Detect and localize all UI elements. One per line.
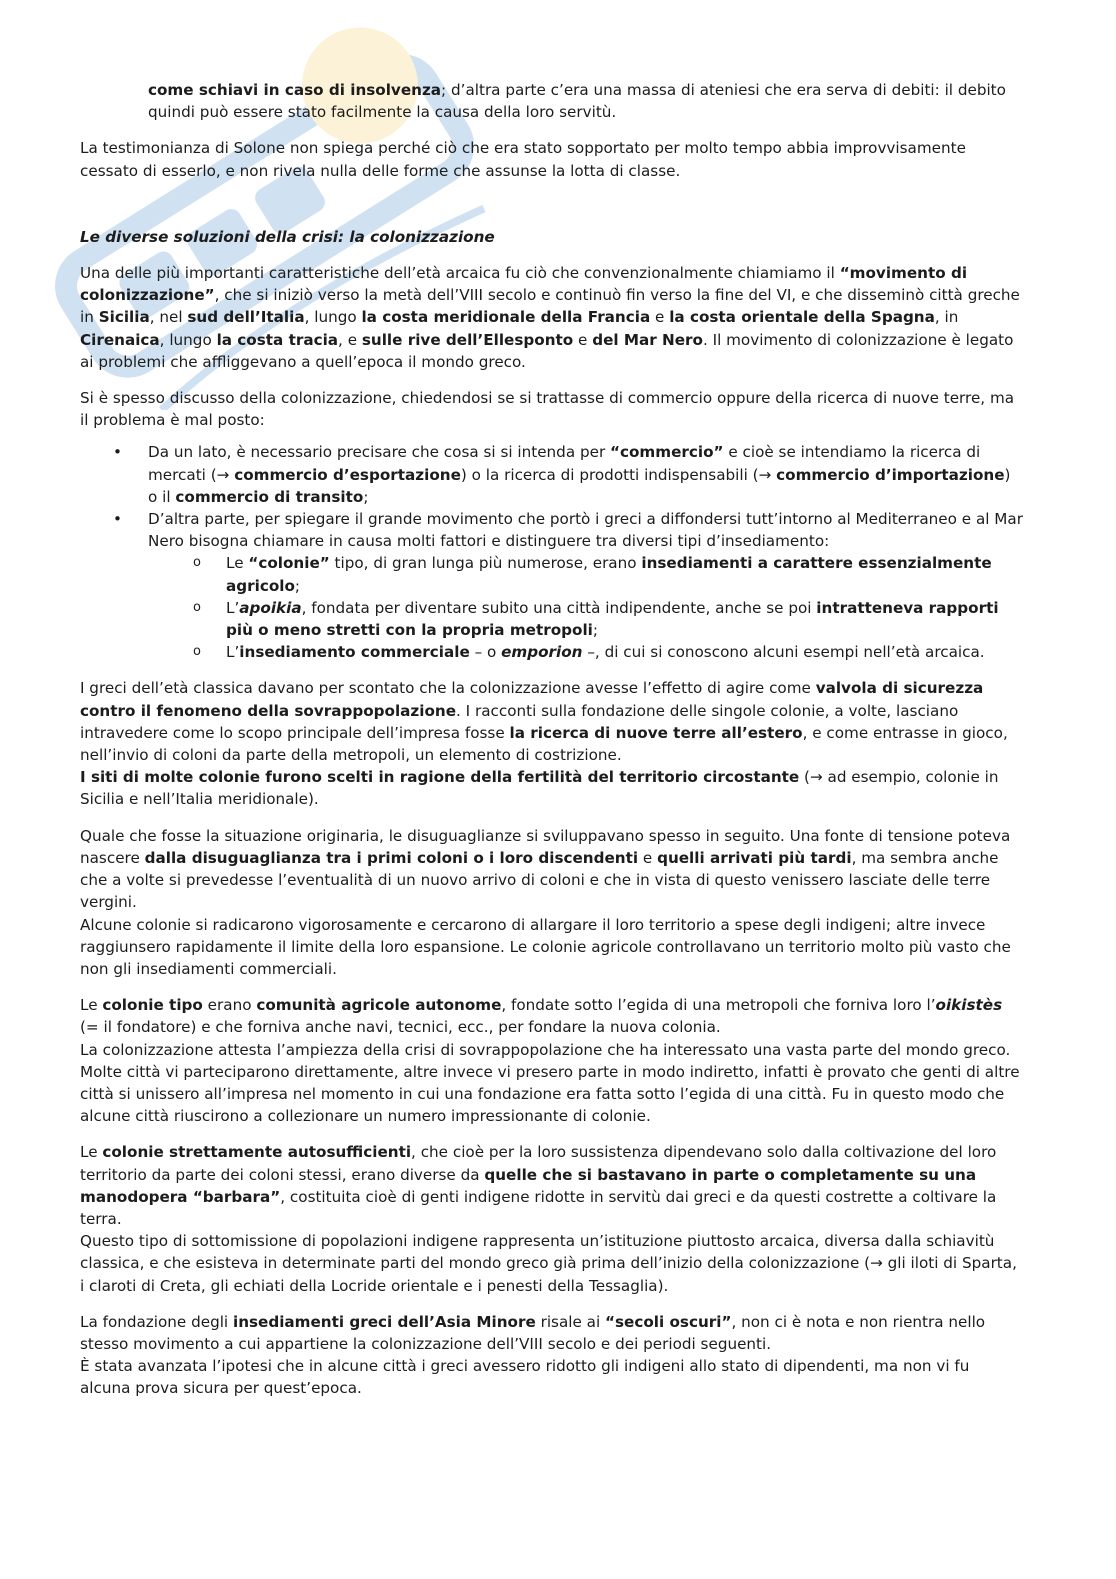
bold-italic-text: apoikia — [239, 598, 302, 617]
text: , e — [338, 330, 362, 349]
bold-text: la costa orientale della Spagna — [669, 308, 935, 327]
bold-text: la ricerca di nuove terre all’estero — [509, 723, 803, 742]
text: Le — [80, 1143, 103, 1162]
text: , che si iniziò verso la metà dell’VIII secolo e continuò fin verso la fine del VI, e che disseminò città greche in — [80, 286, 1020, 327]
text: . I racconti sulla fondazione delle singole colonie, a volte, lasciano intravedere come lo scopo principale dell’impresa fosse — [80, 701, 959, 742]
bold-text: sud dell’Italia — [187, 308, 305, 327]
sub-list-item — [148, 641, 1024, 663]
paragraph-disuguaglianze — [80, 825, 1024, 980]
text: Una delle più importanti caratteristiche dell’età arcaica fu ciò che convenzionalmente chiamiamo il — [80, 264, 840, 283]
text: La fondazione degli — [80, 1312, 233, 1331]
text: ) o il — [148, 465, 1011, 506]
bold-text: dalla disuguaglianza tra i primi coloni o i loro discendenti — [144, 848, 639, 867]
text: L’ — [226, 643, 240, 662]
bold-text: commercio di transito — [175, 487, 364, 506]
text: ; — [294, 576, 301, 595]
document-content — [80, 79, 1024, 1414]
sub-list-item — [148, 597, 1024, 641]
text: – o — [469, 643, 502, 662]
bold-text: “secoli oscuri” — [605, 1312, 732, 1331]
bold-italic-text: oikistès — [935, 996, 1003, 1015]
bold-text: del Mar Nero — [592, 330, 703, 349]
text: (= il fondatore) e che forniva anche navi, tecnici, ecc., per fondare la nuova colonia. — [80, 1018, 721, 1037]
text: e — [573, 330, 593, 349]
bold-text: insediamenti greci dell’Asia Minore — [232, 1312, 536, 1331]
bold-text: “commercio” — [610, 443, 724, 462]
bold-text: valvola di sicurezza contro il fenomeno della sovrappopolazione — [80, 679, 984, 720]
bold-text: “movimento di colonizzazione” — [80, 264, 968, 305]
text: I greci dell’età classica davano per scontato che la colonizzazione avesse l’effetto di agire come — [80, 679, 816, 698]
bold-text: quelle che si bastavano in parte o completamente su una manodopera “barbara” — [80, 1165, 977, 1206]
bold-text: la costa meridionale della Francia — [361, 308, 651, 327]
paragraph-colonie-tipo — [80, 994, 1024, 1127]
text: tipo, di gran lunga più numerose, erano — [329, 554, 642, 573]
text: ; — [363, 487, 369, 506]
text: Questo tipo di sottomissione di popolazioni indigene rappresenta un’istituzione piuttosto arcaica, diversa dalla schiavitù classica, e che esisteva in determinate parti del mondo greco già prima dell’inizio della colonizzazione (→ gli iloti di Sparta, i claroti di Creta, gli echiati della Locride orientale e i penesti della Tessaglia). — [80, 1232, 1017, 1295]
section-heading: Le diverse soluzioni della crisi: la colonizzazione — [80, 227, 495, 246]
sub-list-item — [148, 552, 1024, 596]
bold-text: Cirenaica — [80, 330, 160, 349]
text: , costituita cioè di genti indigene ridotte in servitù dai greci e da questi costrette a coltivare la terra. — [80, 1187, 997, 1228]
bold-text: intratteneva rapporti più o meno stretti con la propria metropoli — [226, 598, 999, 640]
list-item — [80, 441, 1024, 508]
text: risale ai — [535, 1312, 606, 1331]
text: e cioè se intendiamo la ricerca di mercati (→ — [148, 443, 981, 484]
paragraph-valvola — [80, 677, 1024, 810]
list-item — [80, 508, 1024, 663]
paragraph-asia-minore — [80, 1311, 1024, 1400]
text: È stata avanzata l’ipotesi che in alcune città i greci avessero ridotto gli indigeni allo stato di dipendenti, ma non vi fu alcuna prova sicura per quest’epoca. — [80, 1357, 970, 1398]
bold-text: sulle rive dell’Ellesponto — [361, 330, 574, 349]
paragraph-discussione: Si è spesso discusso della colonizzazione, chiedendosi se si trattasse di commercio oppure della ricerca di nuove terre, ma il problema è mal posto: — [80, 389, 1015, 430]
text: . Il movimento di colonizzazione è legato ai problemi che affliggevano a quell’epoca il mondo greco. — [80, 330, 1014, 371]
text: ; — [592, 621, 598, 640]
paragraph-intro — [148, 79, 1024, 123]
bold-text: Sicilia — [98, 308, 150, 327]
bold-text: I siti di molte colonie furono scelti in ragione della fertilità del territorio circostante — [80, 768, 800, 787]
text: e — [650, 308, 670, 327]
text: , ma sembra anche che a volte si prevedesse l’eventualità di un nuovo arrivo di coloni e che in vista di questo venissero lasciate delle terre vergini. — [80, 848, 999, 912]
bold-text: quelli arrivati più tardi — [657, 848, 852, 867]
paragraph-movimento — [80, 262, 1024, 373]
bold-text: “colonie” — [248, 554, 330, 573]
text: ; d’altra parte c’era una massa di ateniesi che era serva di debiti: il debito quindi può essere stato facilmente la causa della loro servitù. — [148, 81, 1006, 122]
text: e — [638, 848, 658, 867]
paragraph-solone: La testimonianza di Solone non spiega perché ciò che era stato sopportato per molto tempo abbia improvvisamente cessato di esserlo, e non rivela nulla delle forme che assunse la lotta di classe. — [80, 139, 966, 180]
text: , in — [934, 308, 959, 327]
bold-text: la costa tracia — [216, 330, 339, 349]
text: –, di cui si conoscono alcuni esempi nell’età arcaica. — [582, 643, 985, 662]
text: , fondata per diventare subito una città indipendente, anche se poi — [301, 598, 817, 617]
text: , che cioè per la loro sussistenza dipendevano solo dalla coltivazione del loro territorio da parte dei coloni stessi, erano diverse da — [80, 1143, 997, 1184]
bold-italic-text: emporion — [501, 643, 583, 662]
text: , fondate sotto l’egida di una metropoli che forniva loro l’ — [501, 996, 936, 1015]
text: , non ci è nota e non rientra nello stesso movimento a cui appartiene la colonizzazione dell’VIII secolo e dei periodi seguenti. — [80, 1312, 986, 1353]
bold-text: comunità agricole autonome — [256, 996, 502, 1015]
text: , lungo — [304, 308, 362, 327]
text: (→ ad esempio, colonie in Sicilia e nell’Italia meridionale). — [80, 768, 999, 809]
text: L’ — [226, 598, 240, 617]
bold-text: come schiavi in caso di insolvenza — [148, 81, 442, 99]
text: , nel — [149, 308, 188, 327]
text: , e come entrasse in gioco, nell’invio di coloni da parte della metropoli, un elemento di costrizione. — [80, 723, 1008, 765]
text: Quale che fosse la situazione originaria, le disuguaglianze si sviluppavano spesso in seguito. Una fonte di tensione poteva nascere — [80, 826, 1011, 867]
bold-text: commercio d’esportazione — [234, 465, 461, 484]
bullet-list — [80, 441, 1024, 663]
bold-text: commercio d’importazione — [776, 465, 1005, 484]
text: La colonizzazione attesta l’ampiezza della crisi di sovrappopolazione che ha interessato una vasta parte del mondo greco. Molte città vi parteciparono direttamente, altre invece vi presero parte in modo indiretto, infatti è provato che genti di altre città si unissero all’impresa nel momento in cui una fondazione era fatta sotto l’egida di una città. Fu in questo modo che alcune città riuscirono a collezionare un numero impressionante di colonie. — [80, 1040, 1020, 1126]
bold-text: colonie tipo — [102, 996, 203, 1015]
text: Le — [80, 996, 103, 1015]
paragraph-autosufficienti — [80, 1141, 1024, 1296]
bold-text: insediamenti a carattere essenzialmente agricolo — [226, 554, 992, 595]
text: Le — [226, 554, 249, 573]
text: D’altra parte, per spiegare il grande movimento che portò i greci a diffondersi tutt’intorno al Mediterraneo e al Mar Nero bisogna chiamare in causa molti fattori e distinguere tra diversi tipi d’insediamento: — [148, 510, 1023, 551]
text: Da un lato, è necessario precisare che cosa si si intenda per — [148, 443, 611, 462]
bold-text: insediamento commerciale — [239, 643, 470, 662]
text: Alcune colonie si radicarono vigorosamente e cercarono di allargare il loro territorio a spese degli indigeni; altre invece raggiunsero rapidamente il limite della loro espansione. Le colonie agricole controllavano un territorio molto più vasto che non gli insediamenti commerciali. — [80, 915, 1011, 978]
bold-text: colonie strettamente autosufficienti — [102, 1143, 412, 1162]
text: , lungo — [159, 330, 217, 349]
text: erano — [202, 996, 257, 1015]
sub-list — [148, 552, 1024, 663]
text: ) o la ricerca di prodotti indispensabili (→ — [460, 465, 777, 484]
